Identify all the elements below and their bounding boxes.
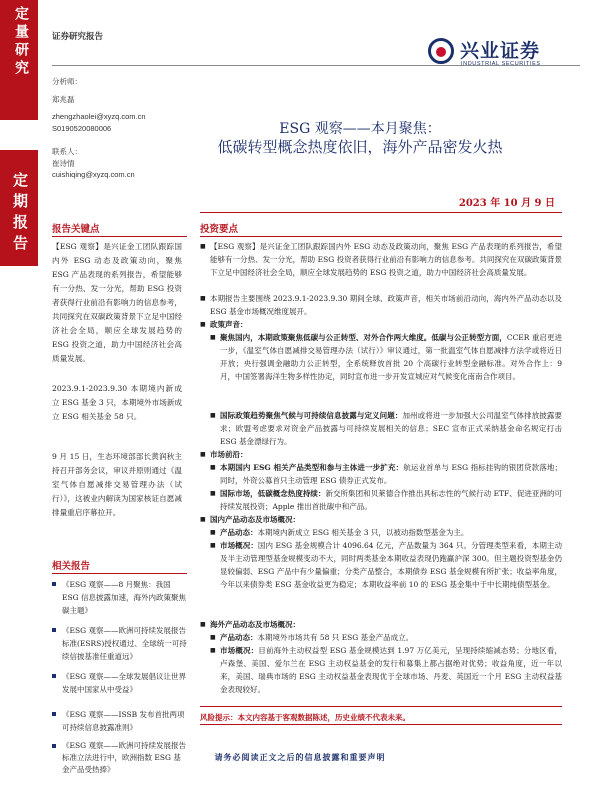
analyst-id: S0190520080006 (52, 124, 112, 133)
overseas-market-lead: 市场概况： (220, 646, 259, 655)
related-reports-heading: 相关报告 (52, 561, 91, 572)
domestic-product-dynamics (200, 526, 562, 539)
analyst-email[interactable]: zhengzhaolei@xyzq.com.cn (52, 112, 146, 121)
header-divider (52, 65, 580, 66)
key-points-heading: 报告关键点 (52, 224, 100, 235)
report-date: 2023 年 10 月 9 日 (458, 198, 555, 209)
contact-name: 崔诗情 (52, 159, 75, 168)
related-report-item[interactable]: 《ESG 观察——8 月聚焦：我国 ESG 信息披露加速，海外内政策聚焦碳主题》 (52, 578, 187, 617)
logo-mark-icon (428, 38, 454, 64)
investment-points-heading: 投资要点 (200, 224, 239, 235)
risk-divider (200, 706, 562, 707)
risk-bottom-divider (200, 724, 562, 725)
related-report-item[interactable]: 《ESG 观察——欧洲可持续发展报告标准立法进行中，欧洲指数 ESG 基金产品受热捧》 (52, 740, 187, 776)
overseas-market-overview (200, 644, 562, 696)
band-top-label: 定量研究 (13, 6, 29, 78)
policy-domestic (200, 331, 562, 383)
market-domestic-body: 航运业首单与 ESG 指标挂钩的银团贷款落地；同时，外资公募首只主动管理 ESG 债券正式发布。 (220, 463, 562, 485)
domestic-market-body: 国内 ESG 基金规模合计 4096.64 亿元，产品数量为 364 只。分管理类型来看，本期主动及半主动管理型基金规模变动不大，同时两类基金本期收益表现仍跑赢沪深 300。但主题投资型基金仍显较偏弱、ESG 产品中有少量偏重；分类产品整合，本期债券 ESG 基金规模有所扩张；收益率角度，今年以来债券类 ESG 基金收益更为稳定；本期收益率前 10 的 ESG 基金集中于中长期纯债型基金。 (220, 541, 562, 589)
domestic-market-overview (200, 539, 562, 591)
market-domestic (200, 461, 562, 487)
side-paragraph-3: 9 月 15 日，生态环境部部长黄润秋主持召开部务会议，审议并原则通过《温室气体自愿减排交易管理办法（试行）》，这被业内解读为国家核证自愿减排量重启序幕拉开。 (52, 452, 182, 517)
side-paragraph-2: 2023.9.1-2023.9.30 本期境内新成立 ESG 基金 3 只，本期境外市场新成立 ESG 相关基金 58 只。 (52, 384, 183, 421)
intro-paragraph: ■ 【ESG 观察】是兴证金工团队跟踪国内外 ESG 动态及政策动向，聚焦 ESG 产品表现的系列报告，希望能够有一分热、发一分光，帮助 ESG 投资者获得行业前沿有影响力的信息参考。共同探究在双碳政策背景下立足中国经济社会全局，顺应全球发展趋势的 ESG 投资之道，助力中国经济社会高质量发展。 (200, 240, 562, 279)
overseas-product-dynamics (200, 631, 562, 644)
scope-paragraph: ■ 本期报告主要围绕 2023.9.1-2023.9.30 期间全球、政策声音，相关市场前沿动向，海内外产品动态以及 ESG 基金市场概况维度展开。 (200, 292, 562, 318)
domestic-products-heading: ■ 国内产品动态及市场概况： (200, 513, 562, 526)
related-report-item[interactable]: 《ESG 观察——ISSB 发布首批两项可持续信息披露准则》 (52, 708, 187, 734)
report-title-line1: ESG 观察——本月聚焦： (279, 121, 441, 137)
analyst-name: 郑兆磊 (52, 95, 75, 104)
market-heading: ■ 市场前沿： (200, 448, 562, 461)
side-paragraph-1: 【ESG 观察】是兴证金工团队跟踪国内外 ESG 动态及政策动向，聚焦 ESG 产品表现的系列报告，希望能够有一分热、发一分光，帮助 ESG 投资者获得行业前沿有影响力的信息参考，共同探究在双碳政策背景下立足中国经济社会全局，顺应全球发展趋势的 ESG 投资之道，助力中国经济社会高质量发展。 (52, 242, 182, 363)
market-international (200, 487, 562, 513)
policy-international-body: 加州或将进一步加强大公司温室气体排放披露要求；欧盟考虑要求对资金产品披露与可持续发展相关的信息；SEC 宣布正式采纳基金命名规定打击 ESG 基金漂绿行为。 (220, 411, 562, 446)
policy-domestic-body: CCER 重启更进一步，《温室气体自愿减排交易管理办法（试行）》审议通过，第一批温室气体自愿减排方法学或将近日开放；央行强调金融助力公正转型，全系统释放首批 20 个高碳行业转型金融标准。对外合作上：9 月，中国签署海洋生物多样性协定，同时宣布进一步开发宣城应对气候变化南南合作项目。 (220, 333, 563, 381)
overseas-market-body: 目前海外主动权益型 ESG 基金规模达到 1.97 万亿美元，呈现持续缩减态势；分地区看，卢森堡、美国、爱尔兰在 ESG 主动权益基金的发行和募集上都占据绝对优势；收益角度，近一年以来，美国、瑞典市场的 ESG 主动权益基金表现优于全球市场、丹麦、英国近一个月 ESG 主动权益基金表现较好。 (220, 646, 562, 694)
overseas-product-lead: 产品动态： (220, 633, 258, 642)
disclaimer-footer: 请务必阅读正文之后的信息披露和重要声明 (214, 752, 386, 762)
investment-divider (200, 236, 562, 237)
analyst-label: 分析师： (52, 77, 82, 86)
policy-domestic-lead: 聚焦国内，本期政策聚焦低碳与公正转型、对外合作两大维度。低碳与公正转型方面， (220, 333, 507, 342)
logo-en-text: INDUSTRIAL SECURITIES (461, 61, 541, 67)
date-divider (200, 212, 562, 213)
contact-label: 联系人： (52, 147, 82, 156)
overseas-products-heading: ■ 海外产品动态及市场概况： (200, 618, 562, 631)
band-middle-label: 定期报告 (11, 172, 29, 256)
logo-cn-text: 兴业证券 (460, 40, 541, 62)
contact-email[interactable]: cuishiqing@xyzq.com.cn (52, 170, 135, 179)
policy-international (200, 409, 562, 448)
domestic-market-lead: 市场概况： (220, 541, 258, 550)
policy-heading: ■ 政策声音： (200, 318, 562, 331)
related-divider (52, 573, 187, 574)
domestic-product-body: 本期境内新成立 ESG 相关基金 3 只，以被动指数型基金为主。 (257, 528, 469, 537)
related-report-item[interactable]: 《ESG 观察——全球发展倡议让世界发展中国家从中受益》 (52, 670, 187, 696)
market-domestic-lead: 本期国内 ESG 相关产品类型和参与主体进一步扩充： (220, 463, 404, 472)
overseas-product-body: 本期境外市场共有 58 只 ESG 基金产品成立。 (257, 633, 414, 642)
risk-warning: 风险提示：本文内容基于客观数据陈述，历史业绩不代表未来。 (200, 713, 410, 722)
domestic-product-lead: 产品动态： (220, 528, 258, 537)
market-international-body: 新交所集团和贝莱德合作推出具标志性的气候行动 ETF、促进亚洲的可持续发展投资；Apple 推出首批碳中和产品。 (220, 489, 562, 511)
market-international-lead: 国际市场，低碳概念热度持续： (220, 489, 326, 498)
key-points-divider (52, 236, 187, 237)
report-type-band (0, 0, 38, 120)
report-title-line2: 低碳转型概念热度依旧，海外产品密发火热 (217, 138, 503, 156)
related-report-item[interactable]: 《ESG 观察——欧洲可持续发展报告标准(ESRS)授权通过、全球统一可持续信披基准任重道远》 (52, 624, 187, 663)
policy-international-lead: 国际政策趋势聚焦气候与可持续信息披露与定义问题： (220, 411, 403, 420)
series-label: 证券研究报告 (52, 32, 104, 42)
company-logo (428, 36, 578, 76)
report-frequency-band (0, 150, 38, 266)
